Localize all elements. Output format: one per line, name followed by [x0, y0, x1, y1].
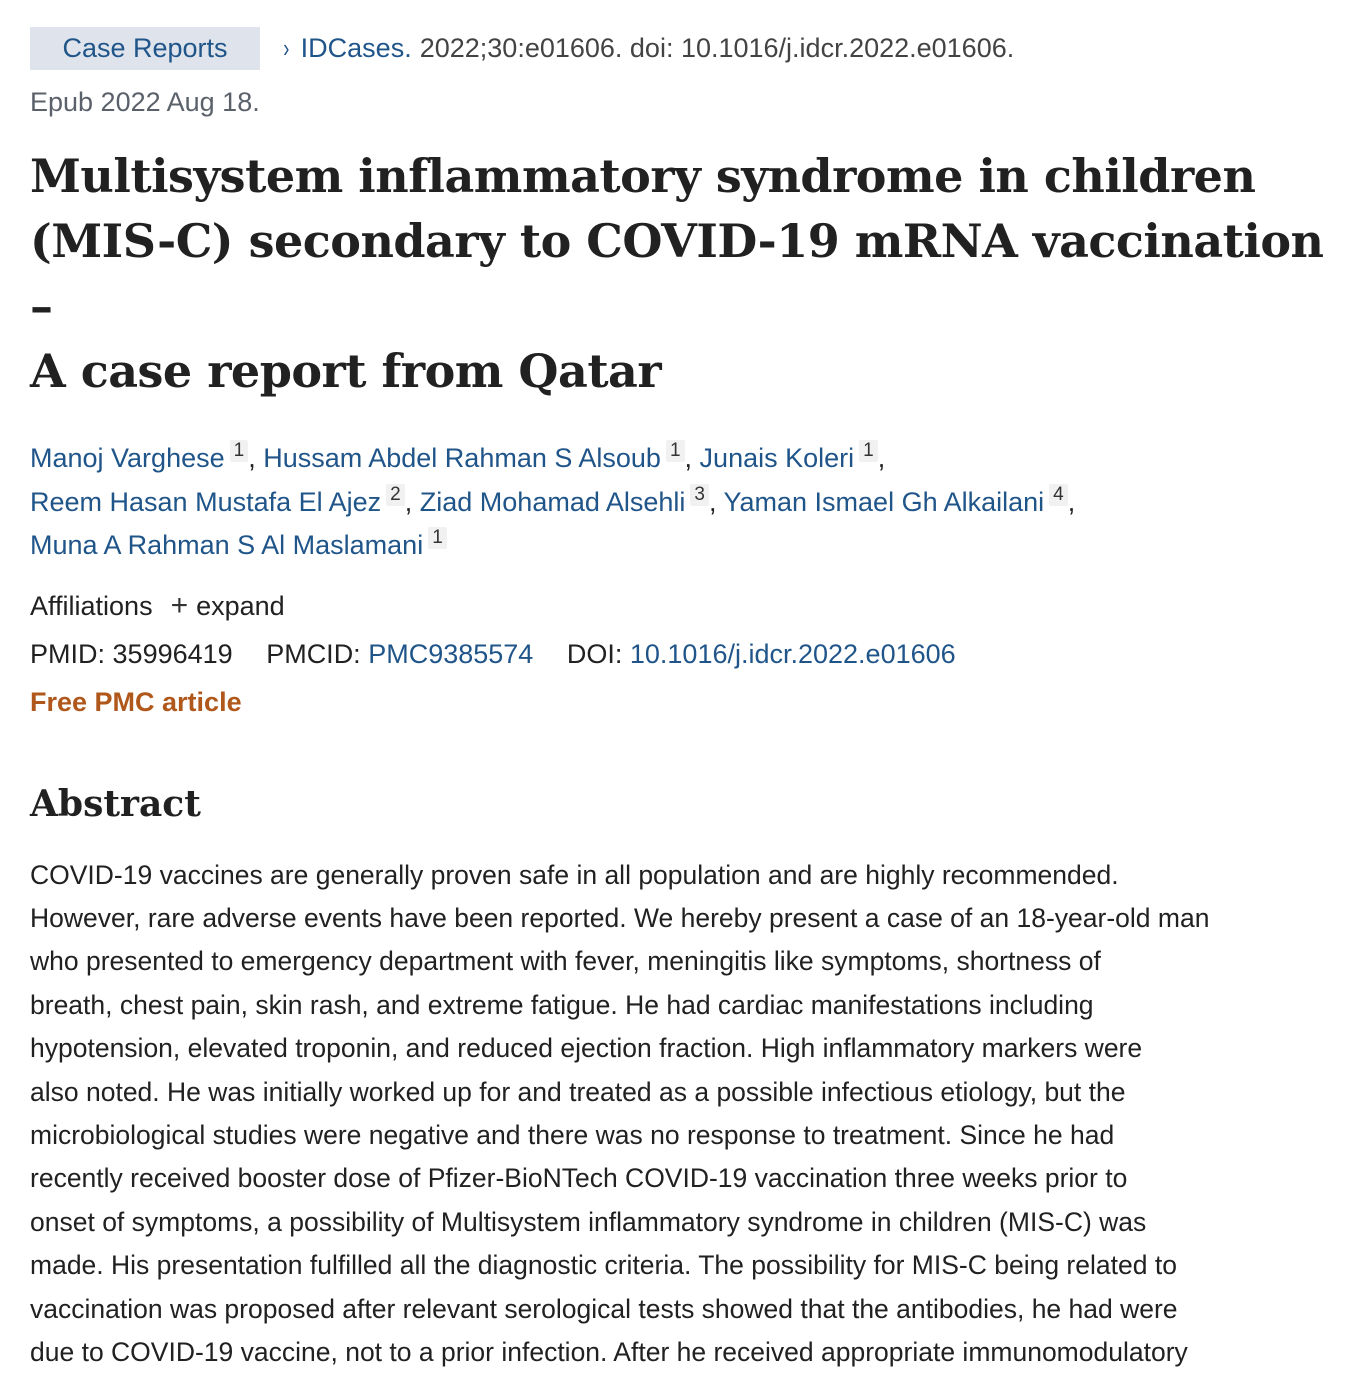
affiliation-number[interactable]: 4	[1049, 484, 1068, 506]
citation-bar	[30, 0, 1331, 70]
abstract-line: onset of symptoms, a possibility of Multisystem inflammatory syndrome in children (MIS-C) was	[30, 1201, 1331, 1244]
free-pmc-article-badge: Free PMC article	[30, 684, 1331, 720]
author-link[interactable]: Hussam Abdel Rahman S Alsoub	[263, 443, 661, 473]
citation	[282, 33, 1014, 64]
author-link[interactable]: Yaman Ismael Gh Alkailani	[724, 487, 1045, 517]
pmcid-link[interactable]: PMC9385574	[368, 639, 533, 669]
author-line: Manoj Varghese 1 , Hussam Abdel Rahman S Alsoub 1 , Junais Koleri 1 ,	[30, 437, 1331, 481]
affiliation-number[interactable]: 1	[859, 440, 878, 462]
abstract-line: also noted. He was initially worked up for and treated as a possible infectious etiology, but the	[30, 1071, 1331, 1114]
pmcid-label: PMCID:	[266, 639, 361, 669]
author-line	[30, 524, 1331, 568]
author-link[interactable]: Muna A Rahman S Al Maslamani	[30, 530, 423, 560]
affiliation-number[interactable]: 1	[428, 527, 447, 549]
affiliation-number[interactable]: 2	[386, 484, 405, 506]
abstract-line: COVID-19 vaccines are generally proven safe in all population and are highly recommended.	[30, 854, 1331, 897]
abstract-line: made. His presentation fulfilled all the diagnostic criteria. The possibility for MIS-C being related to	[30, 1244, 1331, 1287]
doi-link[interactable]: 10.1016/j.idcr.2022.e01606	[630, 639, 956, 669]
identifiers	[30, 636, 1331, 672]
abstract-heading: Abstract	[30, 782, 1331, 826]
journal-link[interactable]: IDCases.	[301, 33, 412, 64]
affiliation-number[interactable]: 3	[690, 484, 709, 506]
doi-label: DOI:	[567, 639, 623, 669]
citation-text: 2022;30:e01606. doi: 10.1016/j.idcr.2022.e01606.	[420, 33, 1015, 64]
pmid-value: 35996419	[113, 639, 233, 669]
plus-icon: +	[171, 588, 189, 624]
affiliation-number[interactable]: 1	[230, 440, 249, 462]
title-line: A case report from Qatar	[30, 339, 1331, 404]
author-link[interactable]: Junais Koleri	[700, 443, 855, 473]
abstract-line: recently received booster dose of Pfizer-BioNTech COVID-19 vaccination three weeks prior to	[30, 1157, 1331, 1200]
epub-date: Epub 2022 Aug 18.	[30, 86, 1331, 118]
affiliation-number[interactable]: 1	[666, 440, 685, 462]
chevron-right-icon: ›	[283, 33, 289, 64]
author-link[interactable]: Ziad Mohamad Alsehli	[420, 487, 686, 517]
abstract-line: who presented to emergency department with fever, meningitis like symptoms, shortness of	[30, 940, 1331, 983]
abstract-line: However, rare adverse events have been reported. We hereby present a case of an 18-year-old man	[30, 897, 1331, 940]
article-type-badge[interactable]: Case Reports	[30, 27, 260, 70]
pmid-label: PMID:	[30, 639, 105, 669]
abstract-line: due to COVID-19 vaccine, not to a prior infection. After he received appropriate immunomodulatory	[30, 1331, 1331, 1374]
abstract-line: microbiological studies were negative and there was no response to treatment. Since he had	[30, 1114, 1331, 1157]
author-link[interactable]: Reem Hasan Mustafa El Ajez	[30, 487, 381, 517]
author-link[interactable]: Manoj Varghese	[30, 443, 225, 473]
article-title	[30, 144, 1331, 404]
author-line: Reem Hasan Mustafa El Ajez 2 , Ziad Mohamad Alsehli 3 , Yaman Ismael Gh Alkailani 4 ,	[30, 481, 1331, 525]
expand-label[interactable]: expand	[196, 588, 285, 624]
title-line: (MIS-C) secondary to COVID-19 mRNA vaccination –	[30, 209, 1331, 339]
abstract-line: breath, chest pain, skin rash, and extreme fatigue. He had cardiac manifestations including	[30, 984, 1331, 1027]
abstract-text	[30, 854, 1331, 1374]
abstract-line: vaccination was proposed after relevant serological tests showed that the antibodies, he had were	[30, 1288, 1331, 1331]
affiliations-toggle[interactable]	[30, 588, 1331, 624]
affiliations-label: Affiliations	[30, 588, 153, 624]
author-list	[30, 437, 1331, 568]
abstract-line: hypotension, elevated troponin, and reduced ejection fraction. High inflammatory markers were	[30, 1027, 1331, 1070]
title-line: Multisystem inflammatory syndrome in children	[30, 144, 1331, 209]
